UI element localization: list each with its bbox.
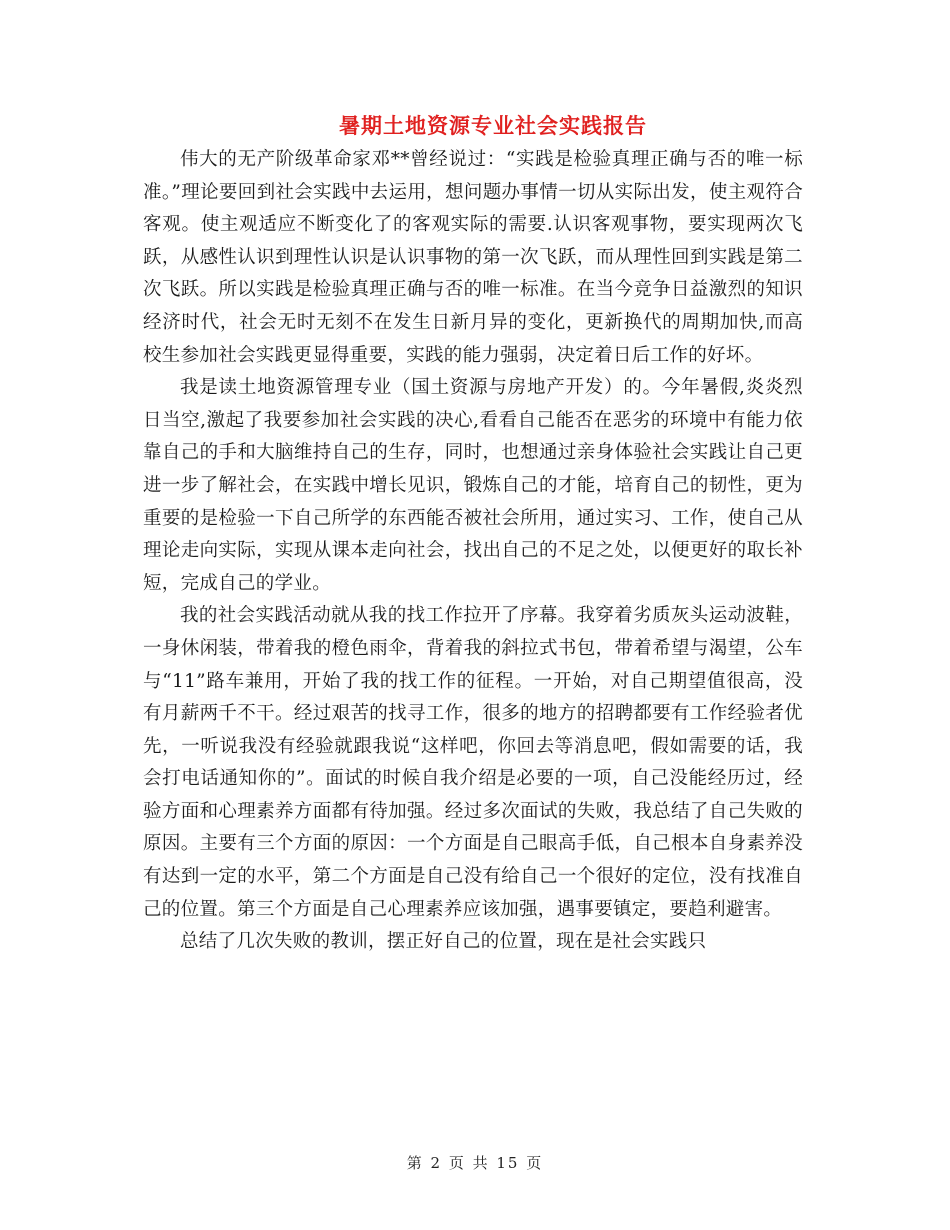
document-page [143, 108, 803, 959]
paragraph-3: 我的社会实践活动就从我的找工作拉开了序幕。我穿着劣质灰头运动波鞋，一身休闲装，带着我的橙色雨伞，背着我的斜拉式书包，带着希望与渴望，公车与“11”路车兼用，开始了我的找工作的征程。一开始，对自己期望值很高，没有月薪两千不干。经过艰苦的找寻工作，很多的地方的招聘都要有工作经验者优先，一听说我没有经验就跟我说“这样吧，你回去等消息吧，假如需要的话，我会打电话通知你的”。面试的时候自我介绍是必要的一项，自己没能经历过，经验方面和心理素养方面都有待加强。经过多次面试的失败，我总结了自己失败的原因。主要有三个方面的原因：一个方面是自己眼高手低，自己根本自身素养没有达到一定的水平，第二个方面是自己没有给自己一个很好的定位，没有找准自己的位置。第三个方面是自己心理素养应该加强，遇事要镇定，要趋利避害。 [143, 605, 803, 920]
document-title: 暑期土地资源专业社会实践报告 [339, 113, 647, 138]
paragraph-1: 伟大的无产阶级革命家邓**曾经说过：“实践是检验真理正确与否的唯一标准。”理论要回到社会实践中去运用，想问题办事情一切从实际出发，使主观符合客观。使主观适应不断变化了的客观实际的需要.认识客观事物，要实现两次飞跃，从感性认识到理性认识是认识事物的第一次飞跃，而从理性回到实践是第二次飞跃。所以实践是检验真理正确与否的唯一标准。在当今竞争日益激烈的知识经济时代，社会无时无刻不在发生日新月异的变化，更新换代的周期加快,而高校生参加社会实践更显得重要，实践的能力强弱，决定着日后工作的好坏。 [143, 149, 803, 366]
paragraph-4: 总结了几次失败的教训，摆正好自己的位置，现在是社会实践只 [180, 931, 707, 953]
paragraph-2: 我是读土地资源管理专业（国土资源与房地产开发）的。今年暑假,炎炎烈日当空,激起了我要参加社会实践的决心,看看自己能否在恶劣的环境中有能力依靠自己的手和大脑维持自己的生存，同时，也想通过亲身体验社会实践让自己更进一步了解社会，在实践中增长见识，锻炼自己的才能，培育自己的韧性，更为重要的是检验一下自己所学的东西能否被社会所用，通过实习、工作，使自己从理论走向实际，实现从课本走向社会，找出自己的不足之处，以便更好的取长补短，完成自己的学业。 [143, 377, 803, 594]
page-number-footer: 第 2 页 共 15 页 [406, 1154, 544, 1172]
